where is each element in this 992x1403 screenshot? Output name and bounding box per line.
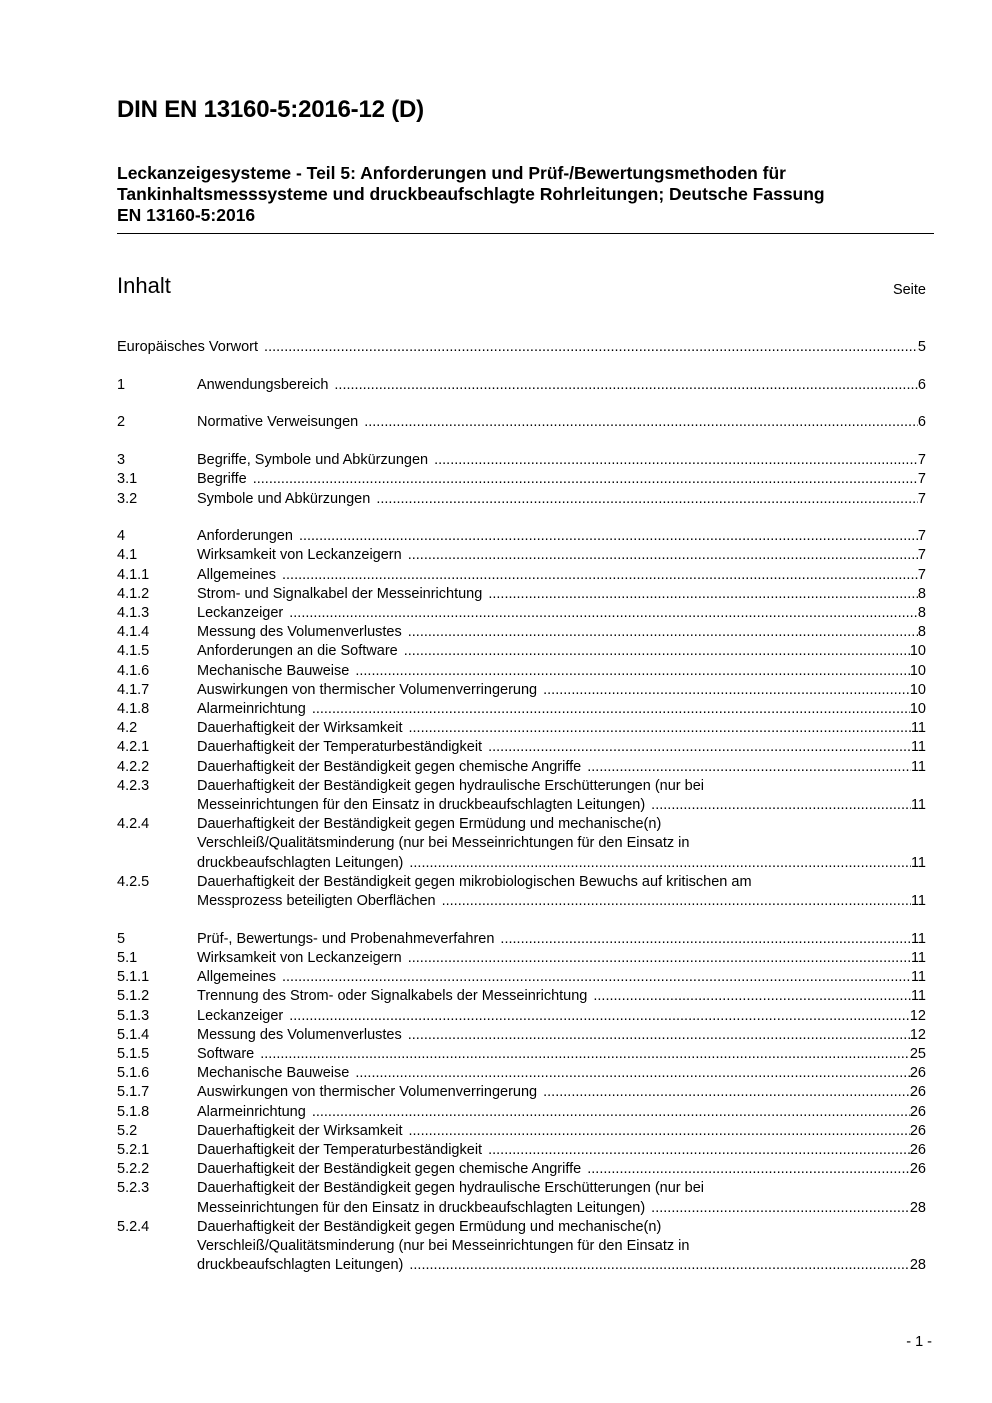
toc-entry-text	[197, 451, 926, 470]
toc-entry-title: Dauerhaftigkeit der Wirksamkeit	[197, 720, 403, 737]
dot-leader	[299, 527, 918, 546]
toc-section-number: 5.1.7	[117, 1084, 150, 1101]
dot-leader	[282, 968, 911, 987]
toc-section-number: 4.1	[117, 547, 138, 564]
toc-entry[interactable]	[117, 1007, 926, 1026]
toc-entry-text	[197, 490, 926, 509]
toc-section-number: 4.2.4	[117, 816, 150, 833]
toc-entry-text	[197, 585, 926, 604]
page-column-label: Seite	[892, 282, 926, 298]
toc-entry[interactable]	[117, 451, 926, 470]
toc-entry[interactable]	[117, 546, 926, 565]
toc-section-number: 5.1.8	[117, 1103, 150, 1120]
dot-leader	[404, 642, 910, 661]
toc-entry-text	[197, 662, 926, 681]
toc-entry-text	[197, 1122, 926, 1141]
toc-entry[interactable]	[117, 642, 926, 661]
dot-leader	[651, 796, 911, 815]
toc-entry-title: druckbeaufschlagten Leitungen)	[197, 1257, 404, 1274]
toc-entry-title: Auswirkungen von thermischer Volumenverringerung	[197, 681, 538, 698]
dot-leader	[587, 758, 911, 777]
dot-leader	[253, 470, 918, 489]
toc-entry[interactable]	[117, 1064, 926, 1083]
toc-section-number: 5.1.4	[117, 1026, 150, 1043]
toc-entry[interactable]	[117, 987, 926, 1006]
toc-page-number: 11	[910, 739, 926, 756]
dot-leader	[260, 1045, 910, 1064]
toc-entry-title: Wirksamkeit von Leckanzeigern	[197, 949, 402, 966]
toc-entry-line: Dauerhaftigkeit der Beständigkeit gegen Ermüdung und mechanische(n)	[197, 816, 662, 833]
dot-leader	[408, 623, 918, 642]
toc-entry[interactable]	[117, 566, 926, 585]
toc-entry-title: Software	[197, 1046, 255, 1062]
dot-leader	[408, 1026, 910, 1045]
dot-leader	[409, 854, 911, 873]
toc-section-number: 5.2	[117, 1122, 138, 1139]
document-title-line: EN 13160-5:2016	[117, 205, 256, 225]
toc-entry-text	[197, 719, 926, 738]
toc-entry-line: Dauerhaftigkeit der Beständigkeit gegen Ermüdung und mechanische(n)	[197, 1218, 662, 1235]
toc-entry-text	[197, 949, 926, 968]
dot-leader	[364, 413, 918, 432]
toc-entry[interactable]	[117, 968, 926, 987]
table-of-contents	[117, 338, 926, 1275]
dot-leader	[488, 585, 918, 604]
toc-entry-title: Begriffe	[197, 471, 247, 488]
toc-entry-text	[197, 681, 926, 700]
toc-section-number: 4.1.5	[117, 643, 150, 660]
toc-section-number: 3.1	[117, 471, 138, 488]
toc-entry-title: Messung des Volumenverlustes	[197, 624, 402, 641]
toc-entry-text	[197, 1160, 926, 1179]
dot-leader	[289, 604, 918, 623]
toc-entry[interactable]	[117, 949, 926, 968]
toc-section-number: 4.1.7	[117, 681, 150, 698]
toc-entry[interactable]	[117, 490, 926, 509]
toc-section-number: 5.2.2	[117, 1161, 150, 1178]
dot-leader	[543, 681, 910, 700]
toc-entry[interactable]	[117, 681, 926, 700]
toc-entry[interactable]	[117, 1122, 926, 1141]
toc-entry-title: Messeinrichtungen für den Einsatz in druckbeaufschlagten Leitungen)	[197, 1199, 646, 1216]
toc-entry[interactable]	[117, 1179, 926, 1217]
dot-leader	[409, 1122, 910, 1141]
toc-section-number: 5.2.1	[117, 1142, 150, 1159]
toc-page-number: 11	[910, 930, 926, 947]
toc-page-number: 26	[909, 1142, 926, 1159]
toc-page-number: 11	[910, 758, 926, 775]
toc-page-number: 10	[909, 701, 926, 718]
toc-entry[interactable]	[117, 815, 926, 873]
toc-page-number: 10	[909, 681, 926, 698]
toc-page-number: 7	[917, 490, 926, 507]
toc-entry-title: Allgemeines	[197, 566, 276, 583]
toc-page-number: 7	[917, 528, 926, 545]
toc-page-number: 28	[909, 1199, 926, 1216]
toc-entry-text	[197, 1007, 926, 1026]
toc-page-number: 11	[910, 969, 926, 986]
toc-section-number: 5.1.6	[117, 1065, 150, 1082]
document-title-line: Tankinhaltsmesssysteme und druckbeaufschlagte Rohrleitungen; Deutsche Fassung	[117, 184, 825, 204]
toc-entry[interactable]	[117, 338, 926, 357]
toc-entry[interactable]	[117, 873, 926, 911]
dot-leader	[409, 719, 911, 738]
dot-leader	[409, 1256, 909, 1275]
toc-entry-text	[197, 700, 926, 719]
toc-entry-title: Strom- und Signalkabel der Messeinrichtung	[197, 585, 483, 602]
toc-page-number: 25	[909, 1046, 926, 1062]
toc-entry-title: Leckanzeiger	[197, 1007, 284, 1024]
toc-entry-title: Mechanische Bauweise	[197, 1065, 350, 1082]
toc-entry-title: Dauerhaftigkeit der Wirksamkeit	[197, 1122, 403, 1139]
toc-entry-text	[197, 873, 926, 911]
dot-leader	[312, 1103, 910, 1122]
toc-page-number: 10	[909, 662, 926, 679]
toc-entry-text	[197, 1218, 926, 1276]
dot-leader	[334, 376, 918, 395]
toc-entry-text	[197, 1045, 926, 1064]
toc-section-number: 5	[117, 930, 126, 947]
toc-entry-title: Allgemeines	[197, 969, 276, 986]
document-id: DIN EN 13160-5:2016-12 (D)	[117, 96, 424, 123]
toc-entry[interactable]	[117, 930, 926, 949]
toc-entry-line: Verschleiß/Qualitätsminderung (nur bei Messeinrichtungen für den Einsatz in	[197, 1238, 690, 1255]
contents-heading: Inhalt	[117, 273, 171, 298]
toc-entry-text	[117, 338, 926, 357]
toc-page-number: 8	[917, 585, 926, 602]
toc-page-number: 8	[917, 624, 926, 641]
toc-entry-text	[197, 413, 926, 432]
toc-entry[interactable]	[117, 1160, 926, 1179]
toc-entry-text	[197, 1083, 926, 1102]
dot-leader	[408, 546, 918, 565]
title-divider	[117, 233, 934, 234]
toc-entry-text	[197, 1179, 926, 1217]
toc-entry[interactable]	[117, 376, 926, 395]
toc-entry[interactable]	[117, 413, 926, 432]
toc-page-number: 7	[917, 566, 926, 583]
toc-entry-line: Verschleiß/Qualitätsminderung (nur bei Messeinrichtungen für den Einsatz in	[197, 835, 690, 852]
toc-entry-text	[197, 566, 926, 585]
dot-leader	[543, 1083, 910, 1102]
toc-section-number: 5.1	[117, 949, 138, 966]
toc-section-number: 5.2.3	[117, 1180, 150, 1197]
toc-section-number: 3.2	[117, 490, 138, 507]
toc-section-number: 4.1.6	[117, 662, 150, 679]
toc-entry-text	[197, 1026, 926, 1045]
toc-page-number: 26	[909, 1084, 926, 1101]
dot-leader	[442, 892, 911, 911]
dot-leader	[264, 338, 918, 357]
toc-entry-text	[197, 987, 926, 1006]
toc-entry[interactable]	[117, 623, 926, 642]
page-number: - 1 -	[906, 1334, 932, 1350]
toc-section-number: 4.2.3	[117, 777, 150, 794]
toc-section-number: 4.1.8	[117, 701, 150, 718]
toc-entry-text	[197, 604, 926, 623]
dot-leader	[312, 700, 910, 719]
toc-section-number: 5.1.3	[117, 1007, 150, 1024]
toc-entry-text	[197, 968, 926, 987]
toc-entry[interactable]	[117, 1083, 926, 1102]
toc-page-number: 6	[917, 414, 926, 431]
toc-section-number: 4.2	[117, 720, 138, 737]
toc-entry-title: Europäisches Vorwort	[117, 339, 259, 355]
toc-section-number: 5.1.1	[117, 969, 150, 986]
toc-page-number: 7	[917, 547, 926, 564]
toc-entry-text	[197, 815, 926, 873]
toc-entry[interactable]	[117, 604, 926, 623]
toc-entry-title: Dauerhaftigkeit der Temperaturbeständigkeit	[197, 1142, 483, 1159]
toc-page-number: 26	[909, 1065, 926, 1082]
toc-entry[interactable]	[117, 700, 926, 719]
dot-leader	[587, 1160, 910, 1179]
toc-entry-text	[197, 642, 926, 661]
toc-page-number: 12	[909, 1007, 926, 1024]
dot-leader	[355, 662, 910, 681]
toc-entry-title: Normative Verweisungen	[197, 414, 359, 431]
document-title	[117, 163, 932, 226]
toc-entry-text	[197, 376, 926, 395]
toc-entry[interactable]	[117, 1026, 926, 1045]
toc-entry-title: Symbole und Abkürzungen	[197, 490, 371, 507]
dot-leader	[434, 451, 918, 470]
toc-entry-title: Anforderungen	[197, 528, 293, 545]
toc-page-number: 26	[909, 1161, 926, 1178]
toc-section-number: 4.2.5	[117, 873, 150, 890]
dot-leader	[408, 949, 911, 968]
toc-entry-text	[197, 546, 926, 565]
toc-entry-title: Anforderungen an die Software	[197, 643, 398, 660]
toc-entry-title: Prüf-, Bewertungs- und Probenahmeverfahren	[197, 930, 495, 947]
toc-page-number: 10	[909, 643, 926, 660]
toc-entry-title: Dauerhaftigkeit der Temperaturbeständigkeit	[197, 739, 483, 756]
toc-entry-title: Wirksamkeit von Leckanzeigern	[197, 547, 402, 564]
toc-entry-text	[197, 1141, 926, 1160]
toc-entry-line: Dauerhaftigkeit der Beständigkeit gegen hydraulische Erschütterungen (nur bei	[197, 777, 705, 794]
toc-entry-text	[197, 738, 926, 757]
toc-entry-title: Messeinrichtungen für den Einsatz in druckbeaufschlagten Leitungen)	[197, 797, 646, 814]
toc-entry-text	[197, 1103, 926, 1122]
toc-entry-line: Dauerhaftigkeit der Beständigkeit gegen hydraulische Erschütterungen (nur bei	[197, 1180, 705, 1197]
toc-page-number: 11	[910, 988, 926, 1005]
dot-leader	[500, 930, 911, 949]
toc-entry[interactable]	[117, 1103, 926, 1122]
dot-leader	[376, 490, 918, 509]
toc-entry-title: Alarmeinrichtung	[197, 701, 306, 718]
toc-entry-title: Alarmeinrichtung	[197, 1103, 306, 1120]
document-title-line: Leckanzeigesysteme - Teil 5: Anforderungen und Prüf-/Bewertungsmethoden für	[117, 163, 786, 183]
toc-entry[interactable]	[117, 585, 926, 604]
toc-entry[interactable]	[117, 719, 926, 738]
toc-section-number: 2	[117, 414, 126, 431]
dot-leader	[488, 1141, 910, 1160]
toc-entry-title: Dauerhaftigkeit der Beständigkeit gegen chemische Angriffe	[197, 758, 582, 775]
toc-page-number: 5	[917, 339, 926, 355]
toc-entry[interactable]	[117, 1218, 926, 1276]
toc-section-number: 4.1.2	[117, 585, 150, 602]
toc-page-number: 6	[917, 376, 926, 393]
dot-leader	[651, 1199, 910, 1218]
toc-page-number: 11	[910, 720, 926, 737]
dot-leader	[593, 987, 911, 1006]
toc-entry-title: Mechanische Bauweise	[197, 662, 350, 679]
toc-section-number: 4	[117, 528, 126, 545]
toc-section-number: 4.1.1	[117, 566, 150, 583]
toc-entry[interactable]	[117, 662, 926, 681]
toc-entry-text	[197, 777, 926, 815]
toc-page-number: 7	[917, 471, 926, 488]
toc-entry[interactable]	[117, 470, 926, 489]
toc-entry-title: Leckanzeiger	[197, 605, 284, 622]
toc-section-number: 4.2.2	[117, 758, 150, 775]
toc-entry-title: Anwendungsbereich	[197, 376, 329, 393]
toc-page-number: 7	[917, 452, 926, 469]
toc-section-number: 5.2.4	[117, 1218, 150, 1235]
toc-entry[interactable]	[117, 758, 926, 777]
toc-entry[interactable]	[117, 527, 926, 546]
dot-leader	[355, 1064, 910, 1083]
toc-entry-text	[197, 470, 926, 489]
toc-section-number: 5.1.2	[117, 988, 150, 1005]
toc-entry[interactable]	[117, 738, 926, 757]
toc-entry-title: Begriffe, Symbole und Abkürzungen	[197, 452, 429, 469]
toc-entry-text	[197, 930, 926, 949]
toc-page-number: 11	[910, 893, 926, 910]
toc-section-number: 4.2.1	[117, 739, 150, 756]
toc-page-number: 12	[909, 1026, 926, 1043]
toc-section-number: 1	[117, 376, 126, 393]
toc-section-number: 4.1.4	[117, 624, 150, 641]
toc-entry[interactable]	[117, 777, 926, 815]
toc-entry[interactable]	[117, 1141, 926, 1160]
toc-entry-title: Trennung des Strom- oder Signalkabels der Messeinrichtung	[197, 988, 588, 1005]
dot-leader	[282, 566, 918, 585]
dot-leader	[488, 738, 911, 757]
dot-leader	[289, 1007, 910, 1026]
toc-entry-title: Messprozess beteiligten Oberflächen	[197, 893, 436, 910]
toc-entry-text	[197, 758, 926, 777]
toc-section-number: 3	[117, 452, 126, 469]
toc-entry-title: druckbeaufschlagten Leitungen)	[197, 854, 404, 871]
toc-page-number: 11	[910, 854, 926, 871]
toc-section-number: 4.1.3	[117, 605, 150, 622]
toc-entry-line: Dauerhaftigkeit der Beständigkeit gegen mikrobiologischen Bewuchs auf kritischen am	[197, 873, 752, 890]
toc-page-number: 26	[909, 1103, 926, 1120]
toc-entry-title: Dauerhaftigkeit der Beständigkeit gegen chemische Angriffe	[197, 1161, 582, 1178]
toc-page-number: 8	[917, 605, 926, 622]
toc-page-number: 11	[910, 797, 926, 814]
toc-entry-text	[197, 623, 926, 642]
toc-section-number: 5.1.5	[117, 1046, 150, 1062]
toc-page-number: 26	[909, 1122, 926, 1139]
toc-entry-text	[197, 1064, 926, 1083]
toc-entry-title: Auswirkungen von thermischer Volumenverringerung	[197, 1084, 538, 1101]
toc-page-number: 11	[910, 949, 926, 966]
toc-entry[interactable]	[117, 1045, 926, 1064]
toc-page-number: 28	[909, 1257, 926, 1274]
toc-entry-text	[197, 527, 926, 546]
toc-entry-title: Messung des Volumenverlustes	[197, 1026, 402, 1043]
